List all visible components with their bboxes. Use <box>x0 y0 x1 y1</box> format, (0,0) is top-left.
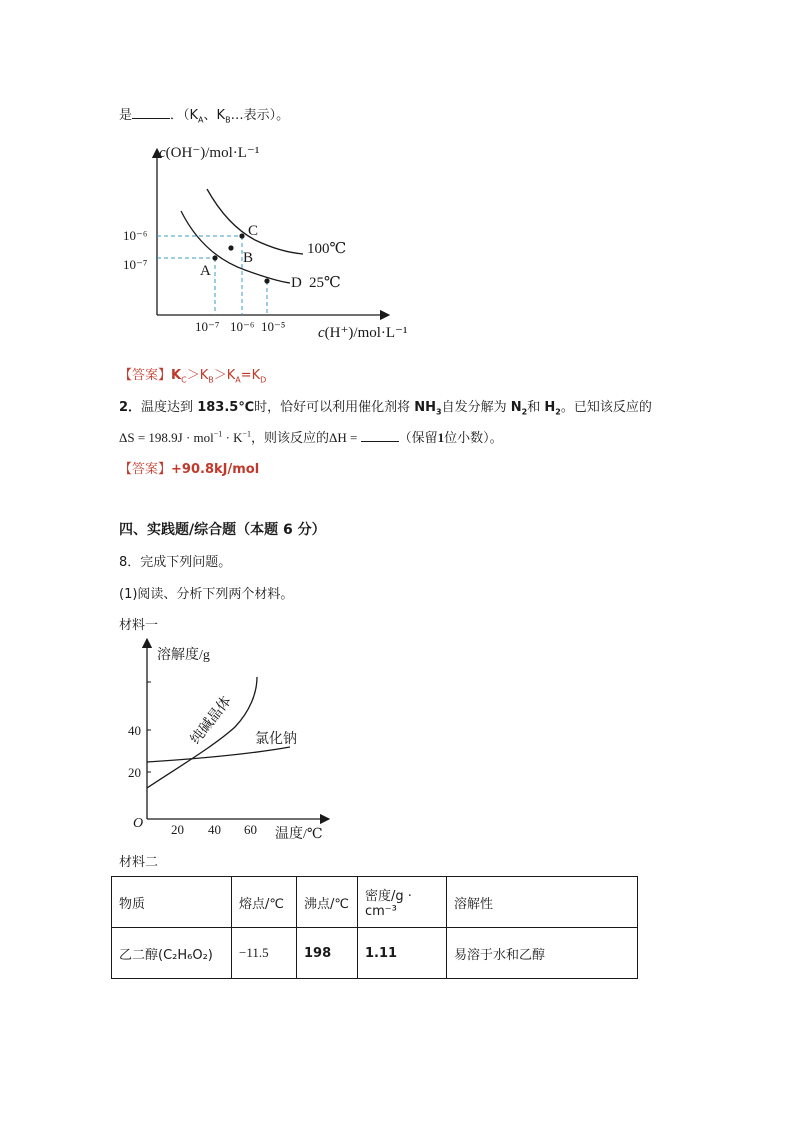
material-1-label: 材料一 <box>119 618 159 633</box>
cell-melting-point: −11.5 <box>232 928 297 979</box>
cell-solubility: 易溶于水和乙醇 <box>447 928 638 979</box>
curve-100c <box>207 189 303 254</box>
header-density: 密度/g · cm⁻³ <box>358 877 447 928</box>
section-title: 四、实践题/综合题（本题 6 分） <box>119 522 326 538</box>
q8-part1: (1)阅读、分析下列两个材料。 <box>119 587 294 602</box>
dashed-guides <box>157 236 267 315</box>
header-boiling-point: 沸点/℃ <box>297 877 358 928</box>
point-c-dot <box>239 233 244 238</box>
point-d-dot <box>264 278 269 283</box>
y-tick-hi: 10⁻⁶ <box>123 228 148 243</box>
x-tick-2: 10⁻⁶ <box>230 319 255 334</box>
point-a-dot <box>212 255 217 260</box>
y-tick-40: 40 <box>128 723 141 738</box>
material-2-label: 材料二 <box>119 855 159 870</box>
header-solubility: 溶解性 <box>447 877 638 928</box>
answer-2: 【答案】+90.8kJ/mol <box>119 462 260 477</box>
q1-line: 是 ．（$K_A$、$K_B\dots$表示）。 <box>119 108 290 125</box>
header-substance: 物质 <box>112 877 232 928</box>
x-axis-label: c(H⁺)/mol·L⁻¹ <box>318 325 408 341</box>
point-c-label: C <box>248 223 259 239</box>
soda-crystal-label: 纯碱晶体 <box>188 694 235 748</box>
sodium-chloride-label: 氯化钠 <box>255 732 297 747</box>
cell-density: 1.11 <box>358 928 447 979</box>
x-axis-label-2: 温度/℃ <box>275 827 323 842</box>
solubility-graph <box>125 635 340 845</box>
answer-1: 【答案】$K_C>K_B>K_A=K_D$ <box>119 368 267 385</box>
point-b-label: B <box>243 250 254 266</box>
point-b-dot <box>228 245 233 250</box>
curve-25c-label: 25℃ <box>309 275 341 291</box>
q2-line-1: 2．温度达到 183.5℃时，恰好可以利用催化剂将 $NH_3$自发分解为 $N_2$和 $H_2$。已知该反应的 <box>119 400 652 417</box>
x-tick-3: 10⁻⁵ <box>261 319 286 334</box>
properties-table <box>111 876 638 979</box>
x-tick-60: 60 <box>244 822 257 837</box>
table-row <box>112 928 638 979</box>
table-header-row <box>112 877 638 928</box>
y-tick-20: 20 <box>128 765 141 780</box>
cell-boiling-point: 198 <box>297 928 358 979</box>
cell-substance: 乙二醇(C₂H₆O₂) <box>112 928 232 979</box>
x-tick-1: 10⁻⁷ <box>195 319 220 334</box>
q8-title: 8．完成下列问题。 <box>119 555 232 570</box>
point-d-label: D <box>291 275 302 291</box>
answer-blank-2 <box>361 429 399 442</box>
y-axis-label: c(OH⁻)/mol·L⁻¹ <box>159 145 260 161</box>
x-tick-20: 20 <box>171 822 184 837</box>
point-a-label: A <box>200 263 211 279</box>
y-axis-label-2: 溶解度/g <box>157 648 210 663</box>
curve-sodium-chloride <box>147 747 290 762</box>
q2-line-2: $\Delta S = 198.9J \cdot mol^{-1} \cdot K^{-1}$，则该反应的ΔH = （保留1位小数）。 <box>119 429 503 445</box>
x-tick-40: 40 <box>208 822 221 837</box>
ion-product-graph <box>115 135 435 345</box>
curve-100c-label: 100℃ <box>307 241 347 257</box>
y-tick-lo: 10⁻⁷ <box>123 257 148 272</box>
origin-label: O <box>133 816 144 831</box>
answer-blank <box>132 106 170 119</box>
header-melting-point: 熔点/℃ <box>232 877 297 928</box>
